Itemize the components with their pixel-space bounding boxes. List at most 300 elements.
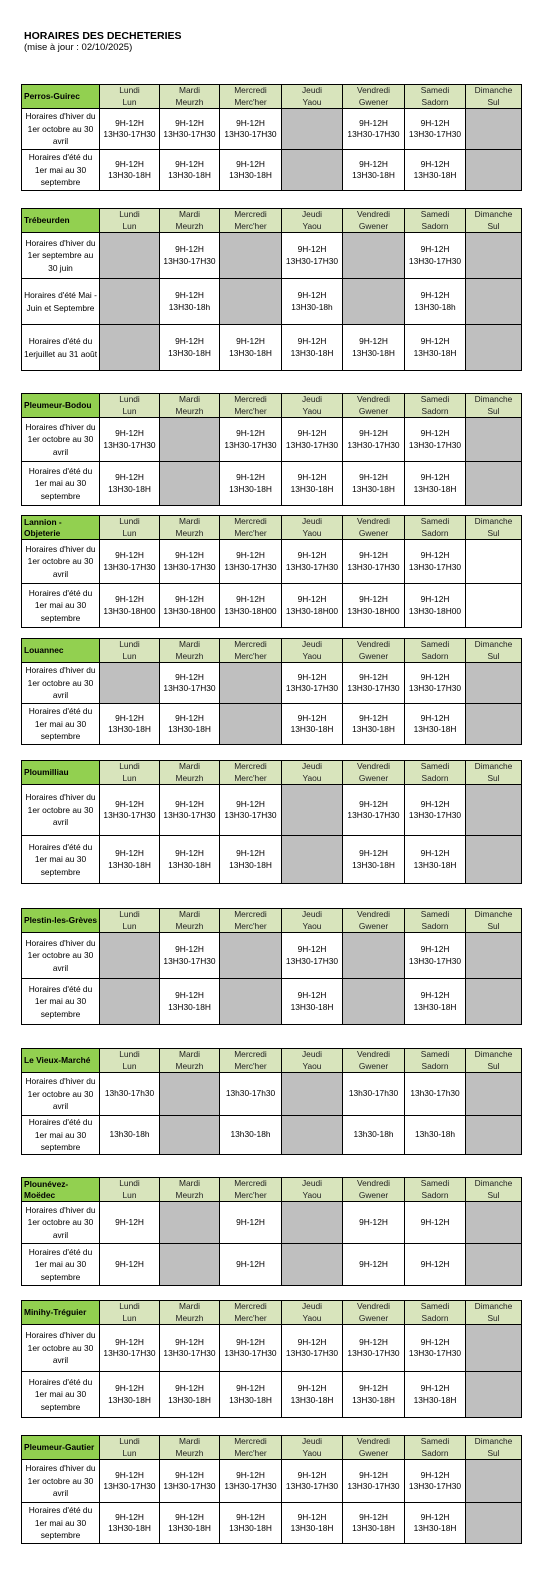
day-name-fr: Samedi	[420, 1178, 450, 1188]
hours-cell: 9H-12H	[343, 1244, 405, 1286]
day-name-fr: Mardi	[179, 394, 200, 404]
day-header	[466, 761, 522, 785]
day-name-br: Merc'her	[234, 920, 267, 931]
hours-cell	[466, 540, 522, 584]
closed-cell	[220, 233, 282, 279]
hours-cell: 9H-12H 13H30-17H30	[100, 109, 160, 150]
hours-cell: 9H-12H 13H30-17H30	[282, 933, 343, 979]
hours-cell: 9H-12H 13H30-17H30	[405, 540, 466, 584]
day-name-fr: Dimanche	[474, 1301, 513, 1311]
hours-cell: 9H-12H 13H30-18H	[100, 150, 160, 191]
closed-cell	[160, 462, 220, 506]
hours-cell: 9H-12H 13H30-18H	[282, 462, 343, 506]
day-header	[100, 209, 160, 233]
hours-cell: 9H-12H	[343, 1202, 405, 1244]
hours-cell: 9H-12H 13H30-17H30	[343, 540, 405, 584]
hours-cell: 9H-12H 13H30-17H30	[160, 785, 220, 836]
day-header	[282, 909, 343, 933]
season-row	[22, 663, 522, 704]
day-header	[343, 761, 405, 785]
season-row	[22, 933, 522, 979]
day-name-fr: Jeudi	[301, 1301, 323, 1311]
location-name: Minihy-Tréguier	[22, 1301, 100, 1325]
closed-cell	[282, 109, 343, 150]
closed-cell	[160, 1073, 220, 1116]
day-name-fr: Dimanche	[474, 1049, 513, 1059]
hours-cell: 9H-12H 13H30-18H00	[160, 584, 220, 628]
day-header	[220, 394, 282, 418]
hours-cell: 9H-12H 13H30-17H30	[282, 1325, 343, 1372]
day-name-br: Lun	[122, 405, 137, 416]
hours-cell: 9H-12H 13H30-18H	[282, 1503, 343, 1544]
season-row	[22, 1073, 522, 1116]
day-name-br: Yaou	[302, 220, 322, 231]
day-header	[282, 85, 343, 109]
day-name-br: Gwener	[358, 527, 389, 538]
hours-cell: 13h30-17h30	[220, 1073, 282, 1116]
day-name-fr: Mercredi	[234, 1049, 267, 1059]
schedule-table	[21, 515, 522, 628]
hours-cell: 9H-12H 13H30-18H	[160, 704, 220, 745]
day-header-row	[22, 394, 522, 418]
day-name-br: Lun	[122, 1312, 137, 1323]
closed-cell	[282, 1244, 343, 1286]
day-name-fr: Lundi	[119, 1178, 140, 1188]
day-name-br: Meurzh	[175, 220, 204, 231]
day-header	[405, 639, 466, 663]
closed-cell	[466, 1244, 522, 1286]
closed-cell	[466, 933, 522, 979]
hours-cell: 9H-12H 13H30-18H00	[405, 584, 466, 628]
day-name-br: Lun	[122, 96, 137, 107]
day-header	[220, 1049, 282, 1073]
day-name-fr: Samedi	[420, 209, 450, 219]
day-name-fr: Mercredi	[234, 209, 267, 219]
day-header	[343, 1049, 405, 1073]
hours-cell: 9H-12H	[220, 1202, 282, 1244]
location-name: Le Vieux-Marché	[22, 1049, 100, 1073]
hours-cell: 9H-12H 13H30-18H00	[282, 584, 343, 628]
hours-cell: 9H-12H 13H30-17H30	[405, 933, 466, 979]
day-name-br: Lun	[122, 1060, 137, 1071]
season-row	[22, 1202, 522, 1244]
closed-cell	[100, 325, 160, 371]
day-name-br: Merc'her	[234, 1060, 267, 1071]
season-label: Horaires d'été du 1er mai au 30 septembre	[22, 1503, 100, 1544]
day-header	[466, 1436, 522, 1460]
closed-cell	[282, 785, 343, 836]
closed-cell	[282, 150, 343, 191]
hours-cell: 9H-12H 13H30-18H	[100, 836, 160, 884]
hours-cell: 9H-12H 13H30-18H	[405, 462, 466, 506]
hours-cell: 13h30-18h	[343, 1116, 405, 1155]
season-row	[22, 1244, 522, 1286]
hours-cell: 9H-12H 13H30-17H30	[220, 1325, 282, 1372]
hours-cell: 9H-12H 13H30-17H30	[282, 418, 343, 462]
day-name-fr: Lundi	[119, 1436, 140, 1446]
day-name-br: Lun	[122, 1189, 137, 1200]
closed-cell	[343, 279, 405, 325]
hours-cell: 9H-12H 13H30-17H30	[160, 233, 220, 279]
closed-cell	[100, 933, 160, 979]
hours-cell: 13h30-17h30	[343, 1073, 405, 1116]
day-name-fr: Samedi	[420, 909, 450, 919]
day-header	[282, 394, 343, 418]
day-header-row	[22, 1049, 522, 1073]
day-header	[405, 209, 466, 233]
document-header	[24, 30, 182, 54]
day-header	[466, 85, 522, 109]
day-header-row	[22, 516, 522, 540]
day-name-br: Sadorn	[421, 527, 449, 538]
day-header	[100, 1049, 160, 1073]
day-name-br: Lun	[122, 220, 137, 231]
day-header	[405, 1178, 466, 1202]
hours-cell: 9H-12H 13H30-18H	[405, 704, 466, 745]
day-name-br: Sadorn	[421, 650, 449, 661]
hours-cell: 9H-12H 13H30-17H30	[343, 109, 405, 150]
hours-cell: 9H-12H 13H30-18H	[282, 979, 343, 1025]
day-name-br: Sul	[487, 772, 500, 783]
hours-cell: 9H-12H	[405, 1202, 466, 1244]
closed-cell	[466, 663, 522, 704]
hours-cell: 9H-12H 13H30-17H30	[343, 418, 405, 462]
season-row	[22, 109, 522, 150]
season-row	[22, 979, 522, 1025]
day-name-br: Gwener	[358, 1189, 389, 1200]
season-row	[22, 785, 522, 836]
closed-cell	[466, 233, 522, 279]
day-name-fr: Samedi	[420, 516, 450, 526]
day-name-fr: Lundi	[119, 1049, 140, 1059]
day-name-br: Lun	[122, 527, 137, 538]
day-header	[405, 909, 466, 933]
day-name-br: Sadorn	[421, 772, 449, 783]
day-header	[343, 516, 405, 540]
season-label: Horaires d'hiver du 1er octobre au 30 avril	[22, 540, 100, 584]
hours-cell: 9H-12H 13H30-18H	[100, 1503, 160, 1544]
closed-cell	[466, 279, 522, 325]
hours-cell: 9H-12H 13H30-18H	[405, 1503, 466, 1544]
hours-cell: 9H-12H 13H30-18H	[343, 150, 405, 191]
day-header	[220, 85, 282, 109]
day-name-br: Sadorn	[421, 1189, 449, 1200]
schedule-table	[21, 1048, 522, 1155]
season-label: Horaires d'été du 1er mai au 30 septembre	[22, 150, 100, 191]
day-name-fr: Mercredi	[234, 1178, 267, 1188]
day-name-fr: Vendredi	[356, 1436, 391, 1446]
day-name-fr: Mercredi	[234, 1301, 267, 1311]
day-name-br: Sadorn	[421, 1060, 449, 1071]
season-label: Horaires d'hiver du 1er octobre au 30 avril	[22, 785, 100, 836]
day-name-fr: Mardi	[179, 516, 200, 526]
day-name-br: Lun	[122, 650, 137, 661]
day-header	[100, 1436, 160, 1460]
day-name-br: Meurzh	[175, 527, 204, 538]
hours-cell: 9H-12H 13H30-18H00	[220, 584, 282, 628]
closed-cell	[282, 1073, 343, 1116]
hours-cell: 9H-12H 13H30-18H00	[100, 584, 160, 628]
closed-cell	[160, 1202, 220, 1244]
season-label: Horaires d'été du 1er mai au 30 septembre	[22, 462, 100, 506]
day-name-br: Sul	[487, 1060, 500, 1071]
day-header	[466, 1178, 522, 1202]
hours-cell: 9H-12H 13H30-17H30	[282, 663, 343, 704]
day-name-fr: Mercredi	[234, 639, 267, 649]
day-header	[282, 1301, 343, 1325]
day-name-fr: Vendredi	[356, 1049, 391, 1059]
day-name-br: Yaou	[302, 650, 322, 661]
hours-cell: 9H-12H	[100, 1244, 160, 1286]
day-header-row	[22, 909, 522, 933]
day-name-br: Merc'her	[234, 96, 267, 107]
day-name-br: Lun	[122, 772, 137, 783]
hours-cell: 9H-12H 13H30-18h	[282, 279, 343, 325]
day-name-fr: Dimanche	[474, 909, 513, 919]
day-header	[220, 209, 282, 233]
day-name-br: Sul	[487, 1312, 500, 1323]
closed-cell	[100, 663, 160, 704]
closed-cell	[466, 704, 522, 745]
day-name-br: Gwener	[358, 920, 389, 931]
schedule-table	[21, 393, 522, 506]
day-name-fr: Vendredi	[356, 394, 391, 404]
hours-cell: 9H-12H 13H30-17H30	[100, 1460, 160, 1503]
hours-cell: 9H-12H 13H30-17H30	[282, 233, 343, 279]
day-name-fr: Lundi	[119, 516, 140, 526]
day-name-fr: Dimanche	[474, 761, 513, 771]
day-name-br: Sadorn	[421, 405, 449, 416]
day-name-br: Meurzh	[175, 96, 204, 107]
season-row	[22, 704, 522, 745]
day-name-br: Yaou	[302, 1189, 322, 1200]
day-name-fr: Samedi	[420, 639, 450, 649]
hours-cell: 9H-12H 13H30-18H	[405, 979, 466, 1025]
schedule-table	[21, 208, 522, 371]
day-header	[282, 1178, 343, 1202]
day-name-br: Yaou	[302, 772, 322, 783]
season-row	[22, 233, 522, 279]
day-name-fr: Jeudi	[301, 909, 323, 919]
day-name-fr: Lundi	[119, 761, 140, 771]
location-name: Pleumeur-Gautier	[22, 1436, 100, 1460]
hours-cell: 9H-12H 13H30-17H30	[160, 663, 220, 704]
season-label: Horaires d'été du 1er mai au 30 septembre	[22, 584, 100, 628]
hours-cell: 9H-12H 13H30-18H	[282, 704, 343, 745]
day-name-fr: Dimanche	[474, 209, 513, 219]
location-name: Trébeurden	[22, 209, 100, 233]
day-name-fr: Dimanche	[474, 394, 513, 404]
hours-cell: 9H-12H 13H30-18H	[220, 325, 282, 371]
hours-cell: 9H-12H 13H30-18H	[100, 462, 160, 506]
day-name-fr: Mercredi	[234, 516, 267, 526]
day-name-fr: Lundi	[119, 909, 140, 919]
day-name-fr: Vendredi	[356, 1301, 391, 1311]
closed-cell	[100, 979, 160, 1025]
location-name: Plestin-les-Grèves	[22, 909, 100, 933]
day-header	[160, 516, 220, 540]
closed-cell	[220, 979, 282, 1025]
day-header-row	[22, 1436, 522, 1460]
season-label: Horaires d'hiver du 1er octobre au 30 avril	[22, 1325, 100, 1372]
day-header-row	[22, 1301, 522, 1325]
season-label: Horaires d'hiver du 1er octobre au 30 avril	[22, 663, 100, 704]
hours-cell: 9H-12H 13H30-18H	[220, 1372, 282, 1418]
hours-cell: 13h30-18h	[220, 1116, 282, 1155]
hours-cell: 9H-12H 13H30-18H	[160, 325, 220, 371]
hours-cell: 9H-12H	[220, 1244, 282, 1286]
hours-cell: 9H-12H 13H30-17H30	[405, 1460, 466, 1503]
hours-cell: 9H-12H 13H30-17H30	[100, 540, 160, 584]
day-header	[160, 761, 220, 785]
hours-cell: 9H-12H 13H30-18H	[282, 325, 343, 371]
hours-cell: 9H-12H 13H30-18H	[220, 462, 282, 506]
location-name: Pleumeur-Bodou	[22, 394, 100, 418]
location-name: Louannec	[22, 639, 100, 663]
closed-cell	[160, 1116, 220, 1155]
hours-cell: 9H-12H 13H30-18H	[343, 462, 405, 506]
day-header	[405, 1301, 466, 1325]
day-name-br: Yaou	[302, 1447, 322, 1458]
day-name-fr: Dimanche	[474, 1178, 513, 1188]
day-name-br: Yaou	[302, 1060, 322, 1071]
season-label: Horaires d'été Mai - Juin et Septembre	[22, 279, 100, 325]
day-name-br: Yaou	[302, 96, 322, 107]
hours-cell: 9H-12H 13H30-17H30	[100, 785, 160, 836]
season-label: Horaires d'été du 1er mai au 30 septembre	[22, 979, 100, 1025]
day-header	[220, 639, 282, 663]
day-header	[466, 1049, 522, 1073]
season-row	[22, 584, 522, 628]
day-header	[466, 516, 522, 540]
day-name-br: Lun	[122, 920, 137, 931]
closed-cell	[220, 933, 282, 979]
day-header	[160, 909, 220, 933]
day-header	[405, 761, 466, 785]
day-name-br: Merc'her	[234, 650, 267, 661]
day-header	[343, 1301, 405, 1325]
day-name-fr: Mercredi	[234, 909, 267, 919]
day-name-br: Sadorn	[421, 96, 449, 107]
day-name-fr: Mardi	[179, 85, 200, 95]
day-name-br: Meurzh	[175, 405, 204, 416]
hours-cell: 9H-12H 13H30-18H	[343, 325, 405, 371]
closed-cell	[466, 150, 522, 191]
hours-cell: 13h30-17h30	[405, 1073, 466, 1116]
schedule-table	[21, 1435, 522, 1544]
day-name-fr: Mardi	[179, 209, 200, 219]
hours-cell: 9H-12H 13H30-17H30	[282, 1460, 343, 1503]
day-header	[405, 1436, 466, 1460]
day-name-fr: Samedi	[420, 394, 450, 404]
hours-cell: 9H-12H 13H30-18H	[220, 1503, 282, 1544]
season-label: Horaires d'été du 1erjuillet au 31 août	[22, 325, 100, 371]
season-label: Horaires d'hiver du 1er octobre au 30 avril	[22, 1073, 100, 1116]
day-name-br: Yaou	[302, 920, 322, 931]
closed-cell	[466, 1372, 522, 1418]
day-name-br: Sul	[487, 920, 500, 931]
season-row	[22, 150, 522, 191]
closed-cell	[220, 663, 282, 704]
day-name-fr: Jeudi	[301, 85, 323, 95]
day-name-br: Gwener	[358, 772, 389, 783]
day-name-br: Meurzh	[175, 772, 204, 783]
day-name-fr: Mardi	[179, 909, 200, 919]
season-label: Horaires d'hiver du 1er octobre au 30 avril	[22, 933, 100, 979]
hours-cell: 9H-12H 13H30-17H30	[405, 418, 466, 462]
hours-cell: 13h30-18h	[100, 1116, 160, 1155]
day-name-br: Meurzh	[175, 920, 204, 931]
season-label: Horaires d'été du 1er mai au 30 septembre	[22, 1372, 100, 1418]
hours-cell: 9H-12H 13H30-18h	[160, 279, 220, 325]
day-header	[220, 761, 282, 785]
day-name-br: Lun	[122, 1447, 137, 1458]
hours-cell: 9H-12H 13H30-17H30	[100, 1325, 160, 1372]
season-row	[22, 418, 522, 462]
hours-cell: 9H-12H 13H30-18H	[160, 1503, 220, 1544]
day-header	[282, 1436, 343, 1460]
day-name-fr: Mercredi	[234, 85, 267, 95]
day-header	[160, 85, 220, 109]
day-header	[282, 761, 343, 785]
day-header	[100, 1178, 160, 1202]
day-header	[100, 909, 160, 933]
closed-cell	[282, 836, 343, 884]
day-name-fr: Lundi	[119, 1301, 140, 1311]
day-name-fr: Dimanche	[474, 1436, 513, 1446]
day-name-br: Sul	[487, 405, 500, 416]
hours-cell: 9H-12H 13H30-18h	[405, 279, 466, 325]
day-name-br: Merc'her	[234, 1447, 267, 1458]
schedule-table	[21, 908, 522, 1025]
day-name-br: Gwener	[358, 220, 389, 231]
hours-cell: 9H-12H 13H30-18H	[160, 1372, 220, 1418]
day-header	[100, 639, 160, 663]
hours-cell: 9H-12H 13H30-17H30	[343, 663, 405, 704]
day-name-fr: Samedi	[420, 761, 450, 771]
day-name-fr: Mardi	[179, 1301, 200, 1311]
day-name-fr: Lundi	[119, 394, 140, 404]
hours-cell: 9H-12H 13H30-17H30	[282, 540, 343, 584]
day-header	[343, 639, 405, 663]
hours-cell: 9H-12H 13H30-18H	[220, 836, 282, 884]
day-name-br: Yaou	[302, 405, 322, 416]
day-header	[160, 1178, 220, 1202]
day-header-row	[22, 85, 522, 109]
closed-cell	[220, 704, 282, 745]
day-header	[343, 209, 405, 233]
day-name-br: Sadorn	[421, 920, 449, 931]
day-name-br: Meurzh	[175, 650, 204, 661]
closed-cell	[160, 418, 220, 462]
day-name-fr: Mercredi	[234, 1436, 267, 1446]
season-label: Horaires d'été du 1er mai au 30 septembre	[22, 1244, 100, 1286]
day-name-br: Sul	[487, 220, 500, 231]
day-name-fr: Jeudi	[301, 639, 323, 649]
day-name-fr: Mercredi	[234, 761, 267, 771]
location-name: Plounévez-Moëdec	[22, 1178, 100, 1202]
closed-cell	[343, 979, 405, 1025]
hours-cell	[466, 584, 522, 628]
hours-cell: 9H-12H 13H30-18H	[405, 325, 466, 371]
day-header	[282, 639, 343, 663]
day-header	[405, 516, 466, 540]
hours-cell: 13h30-18h	[405, 1116, 466, 1155]
hours-cell: 9H-12H 13H30-17H30	[405, 663, 466, 704]
day-header	[282, 1049, 343, 1073]
closed-cell	[343, 233, 405, 279]
hours-cell: 9H-12H 13H30-17H30	[160, 1460, 220, 1503]
